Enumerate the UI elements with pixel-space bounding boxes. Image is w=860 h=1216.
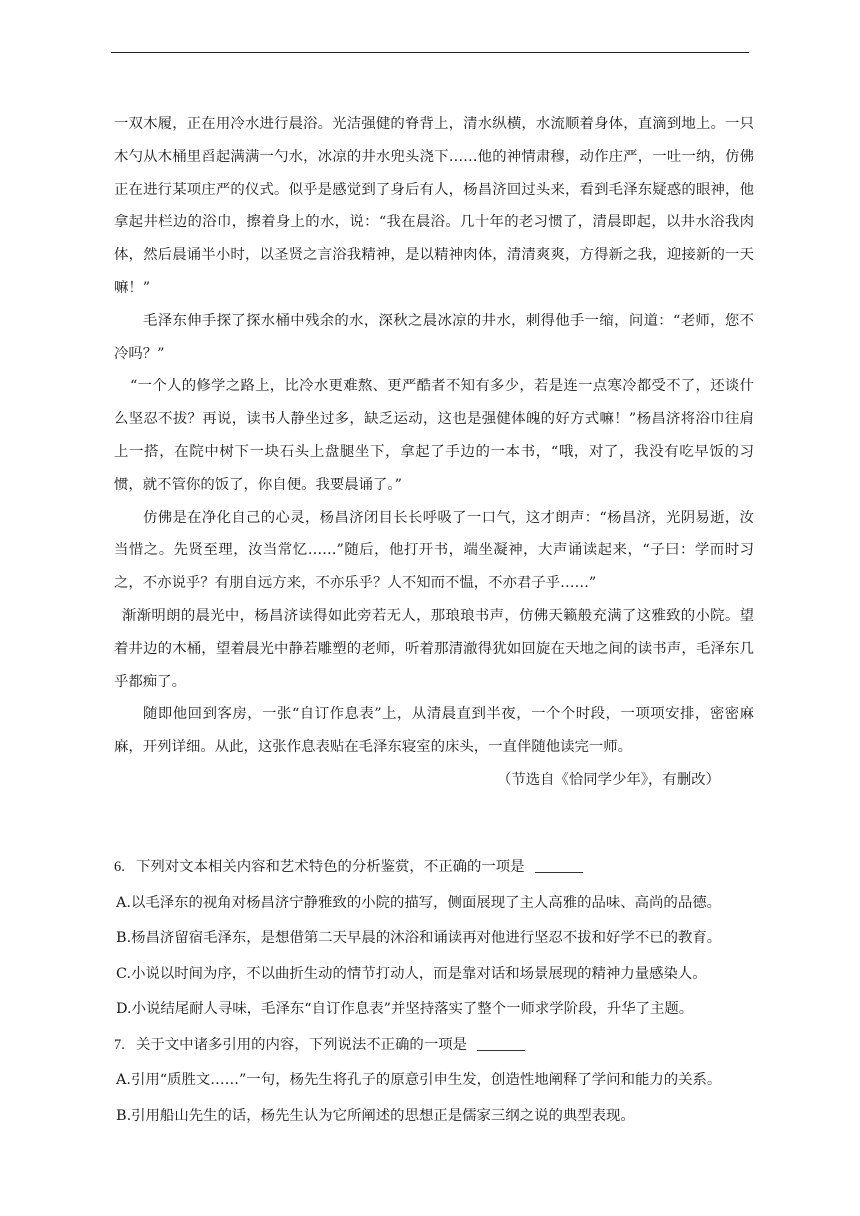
answer-blank[interactable] <box>477 1034 525 1051</box>
passage-source: （节选自《恰同学少年》，有删改） <box>496 771 720 788</box>
passage-paragraph-1: 一双木履，正在用冷水进行晨浴。光洁强健的脊背上，清水纵横，水流顺着身体，直滴到地上。一只木勺从木桶里舀起满满一勺水，冰凉的井水兜头浇下……他的神情肃穆，动作庄严，一吐一纳，仿佛正在进行某项庄严的仪式。似乎是感觉到了身后有人，杨昌济回过头来，看到毛泽东疑惑的眼神，他拿起井栏边的浴巾，擦着身上的水，说：“我在晨浴。几十年的老习惯了，清晨即起，以井水浴我肉体，然后晨诵半小时，以圣贤之言浴我精神，是以精神肉体，清清爽爽，方得新之我，迎接新的一天嘛！” <box>114 116 754 296</box>
passage-paragraph-4: 仿佛是在净化自己的心灵，杨昌济闭目长长呼吸了一口气，这才朗声：“杨昌济，光阴易逝，汝当惜之。先贤至理，汝当常忆……”随后，他打开书，端坐凝神，大声诵读起来，“子曰：学而时习之，不亦说乎？有朋自远方来，不亦乐乎？人不知而不愠，不亦君子乎……” <box>114 509 754 592</box>
question-stem <box>114 850 774 886</box>
question-6 <box>114 850 774 1028</box>
option-a[interactable]: A.引用“质胜文……”一句，杨先生将孔子的原意引申生发，创造性地阐释了学问和能力的关系。 <box>116 1072 722 1088</box>
answer-blank[interactable] <box>535 856 583 873</box>
passage-paragraph-6: 随即他回到客房，一张“自订作息表”上，从清晨直到半夜，一个个时段，一项项安排，密密麻麻，开列详细。从此，这张作息表贴在毛泽东寝室的床头，一直伴随他读完一师。 <box>114 706 754 756</box>
question-number: 7. <box>114 1036 125 1053</box>
question-text: 关于文中诸多引用的内容，下列说法不正确的一项是 <box>136 1036 467 1053</box>
option-c[interactable]: C.小说以时间为序，不以曲折生动的情节打动人，而是靠对话和场景展现的精神力量感染人。 <box>116 965 707 982</box>
passage-paragraph-2: 毛泽东伸手探了探水桶中残余的水，深秋之晨冰凉的井水，刺得他手一缩，问道：“老师，您不冷吗？” <box>114 312 754 362</box>
question-stem <box>114 1028 774 1064</box>
option-b[interactable]: B.引用船山先生的话，杨先生认为它所阐述的思想正是儒家三纲之说的典型表现。 <box>116 1107 635 1124</box>
question-number: 6. <box>114 859 125 875</box>
question-7 <box>114 1028 774 1135</box>
option-b[interactable]: B.杨昌济留宿毛泽东，是想借第二天早晨的沐浴和诵读再对他进行坚忍不拔和好学不已的教育。 <box>116 930 722 946</box>
question-text: 下列对文本相关内容和艺术特色的分析鉴赏，不正确的一项是 <box>136 859 525 875</box>
option-d[interactable]: D.小说结尾耐人寻味，毛泽东“自订作息表”并坚持落实了整个一师求学阶段，升华了主题。 <box>116 1001 694 1017</box>
passage-paragraph-3: “一个人的修学之路上，比冷水更难熬、更严酷者不知有多少，若是连一点寒冷都受不了，还谈什么坚忍不拔？再说，读书人静坐过多，缺乏运动，这也是强健体魄的好方式嘛！”杨昌济将浴巾往肩上一搭，在院中树下一块石头上盘腿坐下，拿起了手边的一本书，“哦，对了，我没有吃早饭的习惯，就不管你的饭了，你自便。我要晨诵了。” <box>114 378 754 493</box>
option-a[interactable]: A.以毛泽东的视角对杨昌济宁静雅致的小院的描写，侧面展现了主人高雅的品味、高尚的品德。 <box>116 894 721 911</box>
passage <box>114 108 754 797</box>
questions <box>114 850 774 1134</box>
passage-paragraph-5: 渐渐明朗的晨光中，杨昌济读得如此旁若无人，那琅琅书声，仿佛天籁般充满了这雅致的小院。望着井边的木桶，望着晨光中静若雕塑的老师，听着那清澈得犹如回旋在天地之间的读书声，毛泽东几乎都痴了。 <box>114 607 754 690</box>
header-rule <box>111 52 749 53</box>
